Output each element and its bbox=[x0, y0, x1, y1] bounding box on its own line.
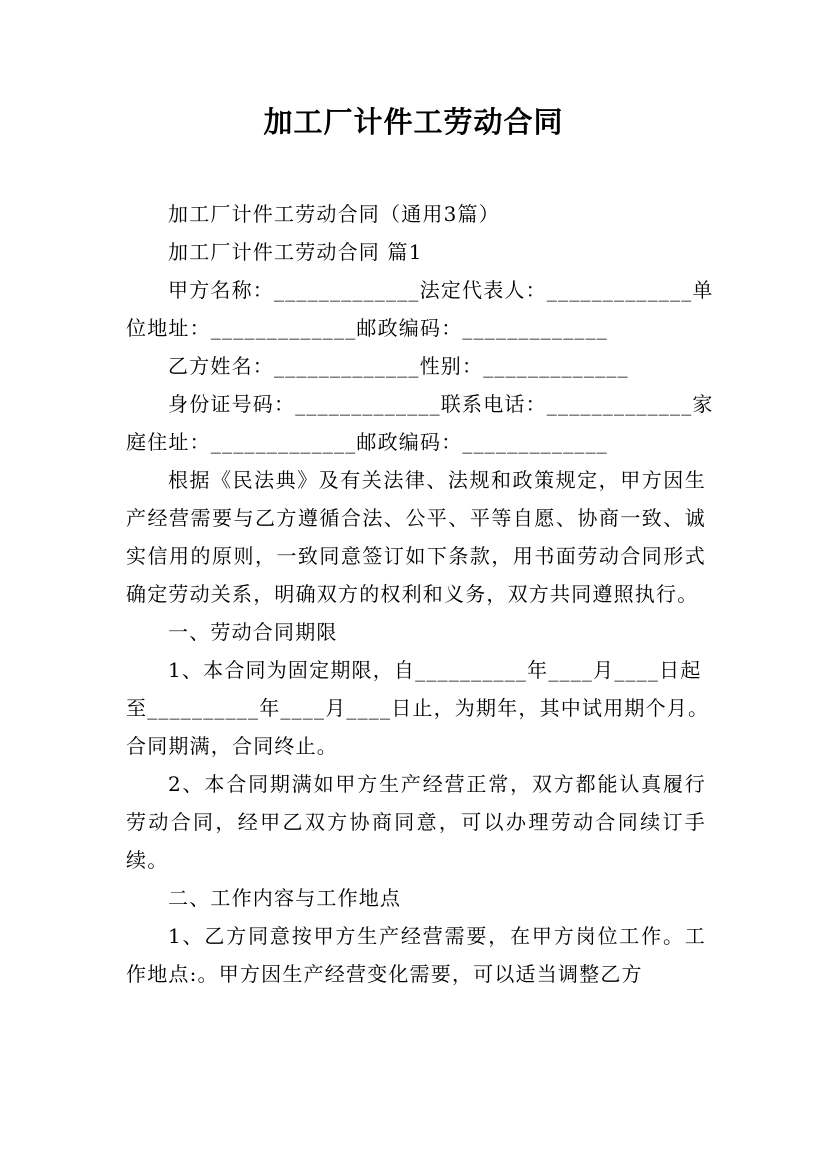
clause-1-1-line-3: 合同期满，合同终止。 bbox=[126, 734, 338, 758]
section-heading: 加工厂计件工劳动合同 篇1 bbox=[168, 240, 423, 264]
party-a-line-2: 位地址：_____________邮政编码：_____________ bbox=[126, 316, 608, 340]
party-b-line-3: 庭住址：_____________邮政编码：_____________ bbox=[126, 430, 608, 454]
clause-1-1-line-2: 至__________年____月____日止，为期年，其中试用期个月。 bbox=[126, 696, 710, 720]
document-body bbox=[126, 195, 714, 993]
party-b-line-2: 身份证号码：_____________联系电话：_____________家 bbox=[168, 392, 714, 416]
heading-work-content: 二、工作内容与工作地点 bbox=[168, 886, 402, 910]
intro-paragraph: 根据《民法典》及有关法律、法规和政策规定，甲方因生产经营需要与乙方遵循合法、公平、平等自愿、协商一致、诚实信用的原则，一致同意签订如下条款，用书面劳动合同形式确定劳动关系，明确双方的权利和义务，双方共同遵照执行。 bbox=[126, 468, 706, 606]
document-subtitle: 加工厂计件工劳动合同（通用3篇） bbox=[168, 202, 500, 226]
party-b-line-1: 乙方姓名：_____________性别：_____________ bbox=[168, 354, 629, 378]
document-title: 加工厂计件工劳动合同 bbox=[263, 105, 564, 139]
heading-contract-term: 一、劳动合同期限 bbox=[168, 620, 338, 644]
clause-1-1-line-1: 1、本合同为固定期限，自__________年____月____日起 bbox=[168, 658, 702, 682]
clause-1-2: 2、本合同期满如甲方生产经营正常，双方都能认真履行劳动合同，经甲乙双方协商同意，可以办理劳动合同续订手续。 bbox=[126, 772, 706, 872]
clause-2-1: 1、乙方同意按甲方生产经营需要，在甲方岗位工作。工作地点:。甲方因生产经营变化需要，可以适当调整乙方 bbox=[126, 924, 706, 986]
party-a-line-1: 甲方名称：_____________法定代表人：_____________单 bbox=[168, 278, 714, 302]
